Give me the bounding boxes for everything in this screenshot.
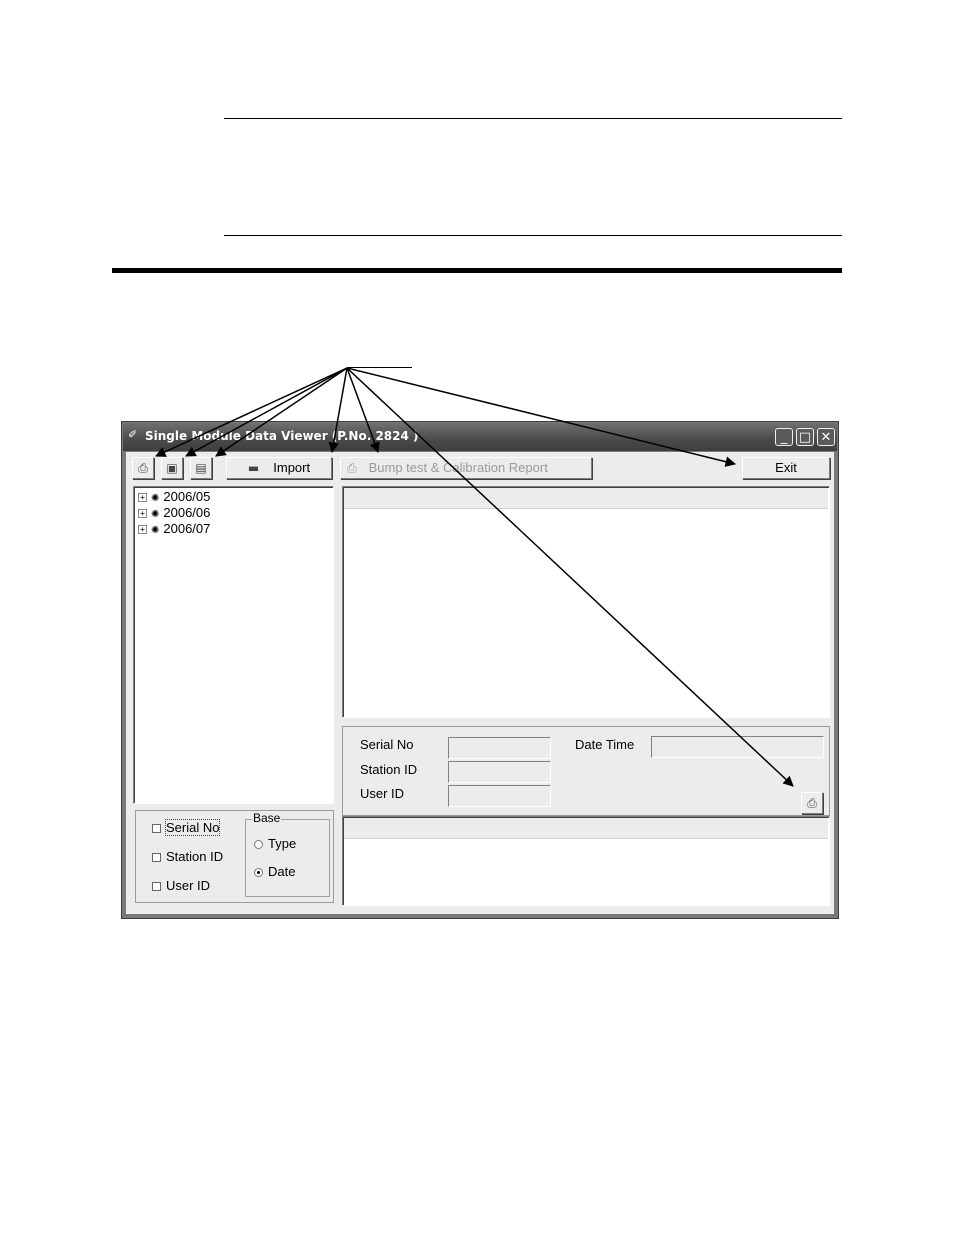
tree-node[interactable] xyxy=(138,489,210,505)
print-button[interactable] xyxy=(132,457,154,479)
serial-no-field[interactable] xyxy=(448,737,551,759)
station-id-field[interactable] xyxy=(448,761,551,783)
save-button[interactable] xyxy=(161,457,183,479)
tree-node-label: 2006/07 xyxy=(163,521,211,536)
serial-no-checkbox[interactable] xyxy=(152,824,161,833)
user-id-field[interactable] xyxy=(448,785,551,807)
record-list-header xyxy=(344,488,828,509)
measurement-list-header xyxy=(344,818,828,839)
station-id-checkbox-label[interactable]: Station ID xyxy=(166,849,224,864)
middle-rule xyxy=(224,235,842,236)
station-id-label: Station ID xyxy=(360,762,418,777)
details-panel xyxy=(342,726,830,816)
report-button[interactable] xyxy=(340,457,592,479)
serial-no-label: Serial No xyxy=(360,737,414,752)
date-radio-label[interactable]: Date xyxy=(268,864,296,879)
import-button[interactable] xyxy=(226,457,332,479)
import-label: Import xyxy=(273,460,311,475)
detail-print-button[interactable] xyxy=(801,792,823,814)
clipboard-icon: ▤ xyxy=(195,461,207,475)
folder-node-icon: ✺ xyxy=(151,525,160,536)
user-id-checkbox[interactable] xyxy=(152,882,161,891)
serial-no-checkbox-label[interactable]: Serial No xyxy=(166,820,220,835)
tree-node-label: 2006/05 xyxy=(163,489,211,504)
base-legend: Base xyxy=(253,811,281,825)
window-client-area xyxy=(126,452,834,914)
title-bar[interactable] xyxy=(123,423,837,451)
window-title: Single Module Data Viewer (P.No. 2824 ) xyxy=(145,429,419,443)
station-id-checkbox[interactable] xyxy=(152,853,161,862)
floppy-disk-icon: ▣ xyxy=(166,461,178,475)
expand-icon[interactable]: + xyxy=(138,493,147,502)
folder-node-icon: ✺ xyxy=(151,509,160,520)
date-tree-view[interactable] xyxy=(133,486,334,804)
user-id-checkbox-label[interactable]: User ID xyxy=(166,878,211,893)
report-label: Bump test & Calibration Report xyxy=(368,460,548,475)
expand-icon[interactable]: + xyxy=(138,509,147,518)
date-radio[interactable] xyxy=(254,868,263,877)
filter-panel xyxy=(135,810,334,903)
date-time-label: Date Time xyxy=(575,737,635,752)
base-group xyxy=(245,811,330,897)
close-button[interactable]: ✕ xyxy=(817,428,835,446)
user-id-label: User ID xyxy=(360,786,405,801)
callout-leader-line xyxy=(347,367,412,368)
app-icon: ✐ xyxy=(128,429,138,441)
clipboard-button[interactable] xyxy=(190,457,212,479)
expand-icon[interactable]: + xyxy=(138,525,147,534)
tree-node[interactable] xyxy=(138,521,210,537)
printer-icon: ⎙ xyxy=(807,796,817,810)
printer-icon: ⎙ xyxy=(347,461,357,475)
import-icon: ▬ xyxy=(247,461,260,475)
top-rule xyxy=(224,118,842,119)
type-radio-label[interactable]: Type xyxy=(268,836,297,851)
exit-button[interactable] xyxy=(742,457,830,479)
minimize-button[interactable]: _ xyxy=(775,428,793,446)
maximize-button[interactable]: □ xyxy=(796,428,814,446)
section-divider xyxy=(112,268,842,273)
exit-label: Exit xyxy=(775,460,797,475)
measurement-list[interactable] xyxy=(342,816,830,906)
type-radio[interactable] xyxy=(254,840,263,849)
date-time-field[interactable] xyxy=(651,736,824,758)
tree-node[interactable] xyxy=(138,505,210,521)
tree-node-label: 2006/06 xyxy=(163,505,211,520)
printer-icon: ⎙ xyxy=(138,461,148,475)
record-list[interactable] xyxy=(342,486,830,718)
app-window xyxy=(121,421,839,919)
folder-node-icon: ✺ xyxy=(151,493,160,504)
